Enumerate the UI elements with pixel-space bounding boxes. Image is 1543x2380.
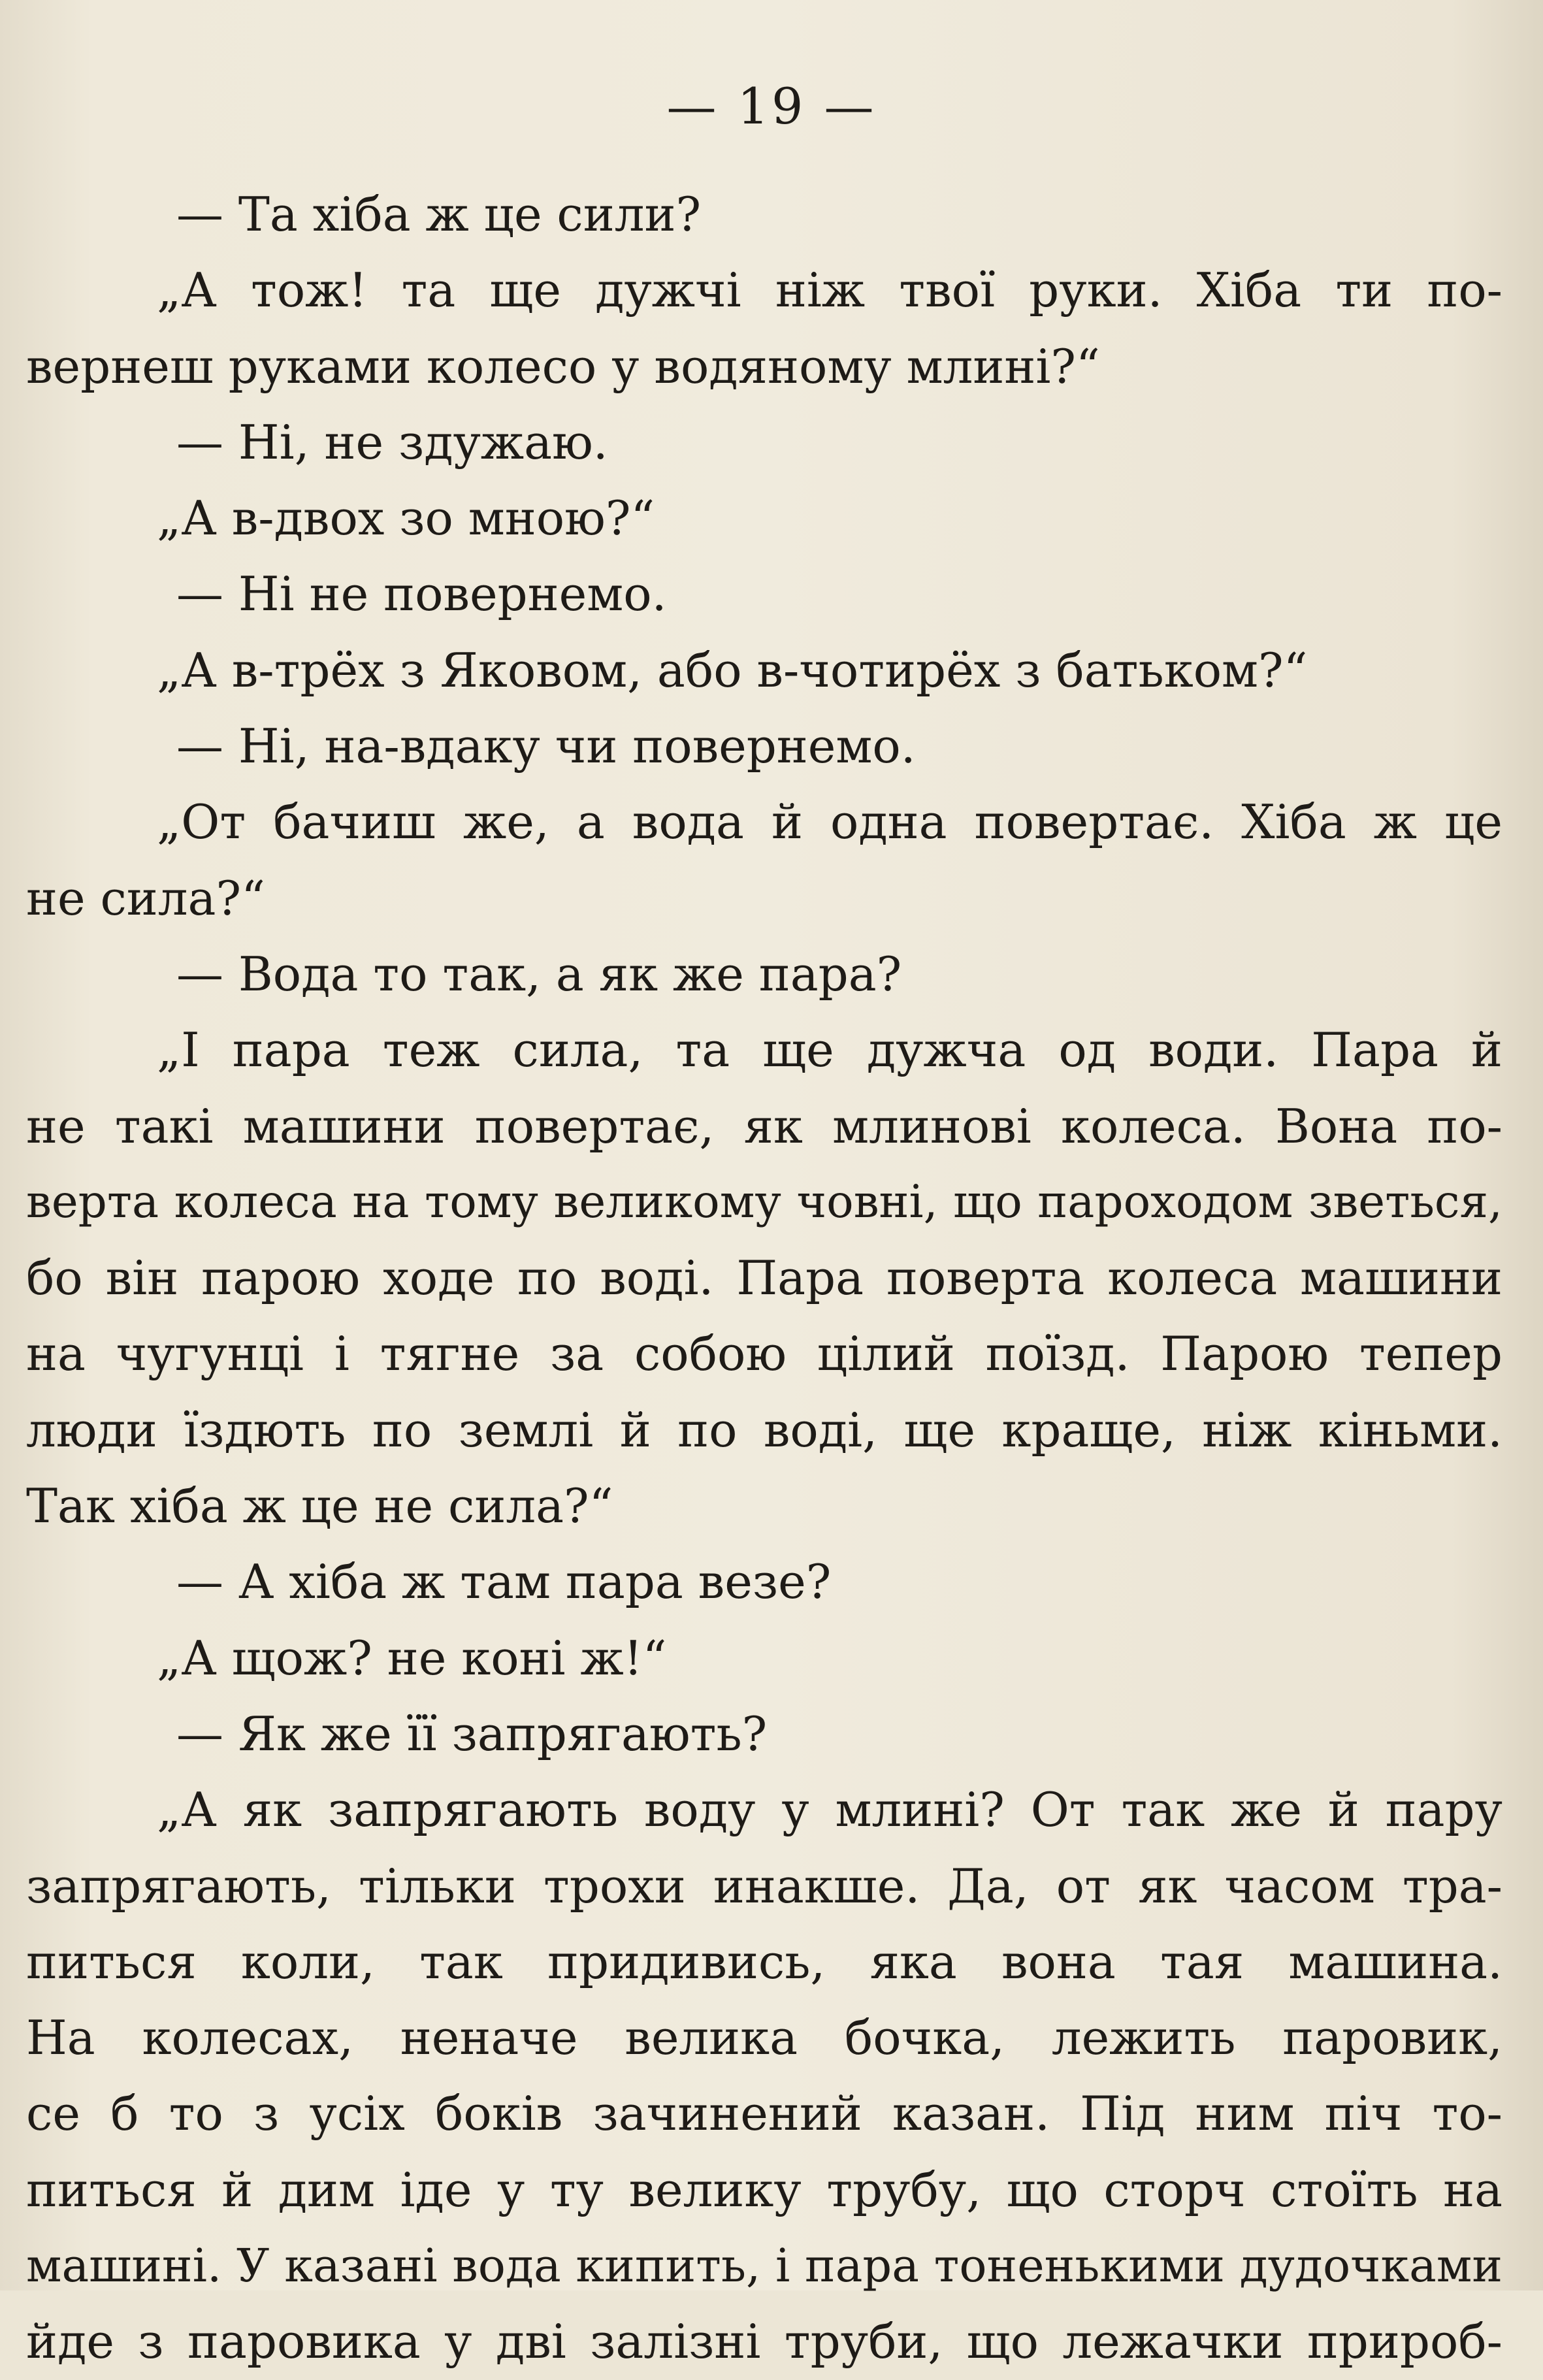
text-line: не сила?“	[26, 870, 265, 926]
text-line: „І пара теж сила, та ще дужча од води. Пара й	[157, 1022, 1502, 1078]
text-line: не такі машини повертає, як млинові колеса. Вона по-	[26, 1098, 1502, 1154]
text-line: „А щож? не коні ж!“	[157, 1630, 667, 1686]
text-line: — Вода то так, а як же пара?	[176, 946, 902, 1002]
text-line: питься коли, так придивись, яка вона тая машина.	[26, 1934, 1502, 1989]
text-line: „А тож! та ще дужчі ніж твої руки. Хіба ти по-	[157, 263, 1502, 318]
page-number: — 19 —	[666, 77, 877, 135]
text-line: „А як запрягають воду у млині? От так же й пару	[157, 1782, 1502, 1838]
text-line: — Та хіба ж це сили?	[176, 187, 702, 242]
text-line: — А хіба ж там пара везе?	[176, 1554, 832, 1610]
text-line: — Ні, на-вдаку чи повернемо.	[176, 719, 916, 774]
text-line: На колесах, неначе велика бочка, лежить паровик,	[26, 2010, 1502, 2066]
text-line: „От бачиш же, а вода й одна повертає. Хіба ж це	[157, 794, 1502, 850]
text-line: — Ні, не здужаю.	[176, 414, 608, 470]
text-line: запрягають, тільки трохи инакше. Да, от як часом тра-	[26, 1858, 1502, 1914]
text-line: питься й дим іде у ту велику трубу, що сторч стоїть на	[26, 2162, 1502, 2217]
text-line: верта колеса на тому великому човні, що пароходом зветься,	[26, 1175, 1502, 1228]
text-line: „А в-двох зо мною?“	[157, 491, 655, 546]
text-line: вернеш руками колесо у водяному млині?“	[26, 338, 1100, 394]
text-line: „А в-трёх з Яковом, або в-чотирёх з батьком?“	[157, 642, 1308, 698]
text-line: — Ні не повернемо.	[176, 566, 667, 622]
body-text	[26, 176, 1502, 2380]
text-line: машині. У казані вода кипить, і пара тоненькими дудочками	[26, 2239, 1502, 2293]
text-line: на чугунці і тягне за собою цілий поїзд. Парою тепер	[26, 1326, 1502, 1382]
text-line: се б то з усіх боків зачинений казан. Під ним піч то-	[26, 2086, 1502, 2142]
text-line: Так хіба ж це не сила?“	[26, 1478, 613, 1534]
text-line: бо він парою ходе по воді. Пара поверта колеса машини	[26, 1250, 1502, 1306]
text-line: — Як же її запрягають?	[176, 1706, 768, 1761]
text-line: люди їздють по землі й по воді, ще краще, ніж кіньми.	[26, 1402, 1502, 1458]
text-line: йде з паровика у дві залізні труби, що лежачки прироб-	[26, 2314, 1502, 2370]
